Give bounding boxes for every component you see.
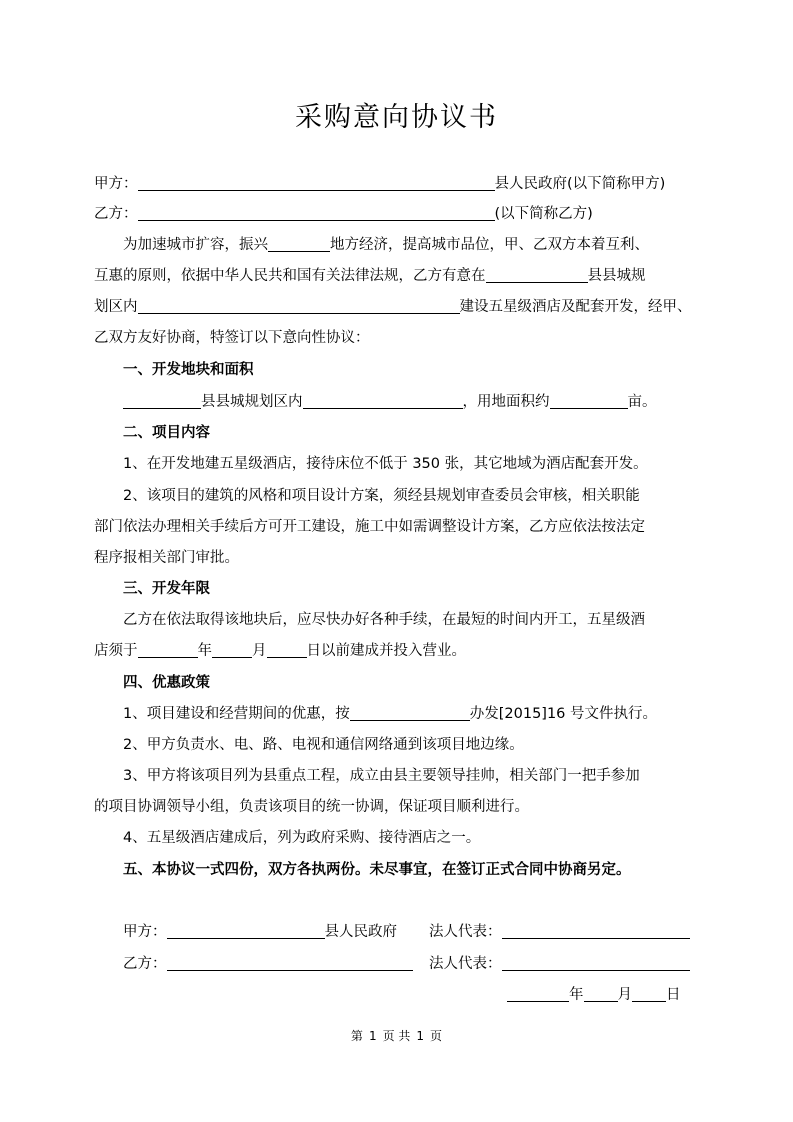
intro-line-2 xyxy=(94,266,699,286)
year-blank[interactable] xyxy=(138,642,198,658)
intro-text: 地方经济，提高城市品位，甲、乙双方本着互利、 xyxy=(330,237,649,253)
s4-text: 办发[2015]16 号文件执行。 xyxy=(469,706,658,722)
s4-p4: 4、五星级酒店建成后，列为政府采购、接待酒店之一。 xyxy=(123,830,481,846)
county-name-blank[interactable] xyxy=(123,393,201,409)
sig-year-blank[interactable] xyxy=(507,986,569,1002)
footer-text: 页 xyxy=(430,1029,443,1043)
location-blank[interactable] xyxy=(303,393,463,409)
s1-text: 亩。 xyxy=(627,394,657,410)
s4-p2: 2、甲方负责水、电、路、电视和通信网络通到该项目地边缘。 xyxy=(123,737,524,753)
party-b-suffix: (以下简称乙方) xyxy=(494,206,593,222)
intro-line-4: 乙双方友好协商，特签订以下意向性协议： xyxy=(94,330,370,346)
sig-b-blank[interactable] xyxy=(167,955,413,971)
section-1-text xyxy=(123,392,699,412)
s3-p1: 乙方在依法取得该地块后，应尽快办好各种手续，在最短的时间内开工，五星级酒 xyxy=(123,612,645,628)
s3-text: 日以前建成并投入营业。 xyxy=(306,643,466,659)
section-1-heading: 一、开发地块和面积 xyxy=(123,362,254,378)
region-blank[interactable] xyxy=(268,236,330,252)
intro-text: 互惠的原则，依据中华人民共和国有关法律法规，乙方有意在 xyxy=(94,268,486,284)
sig-label: 乙方： xyxy=(123,956,167,972)
intro-line-1 xyxy=(123,235,699,255)
party-a-line xyxy=(94,174,699,194)
s4-p1 xyxy=(123,704,699,724)
s1-text: ，用地面积约 xyxy=(462,394,550,410)
s1-text: 县县城规划区内 xyxy=(201,394,303,410)
sig-date-text: 日 xyxy=(666,987,681,1003)
sig-suffix: 县人民政府 xyxy=(324,924,397,940)
county-blank[interactable] xyxy=(486,267,588,283)
party-b-line xyxy=(94,204,699,224)
sig-date-text: 月 xyxy=(617,987,632,1003)
sig-rep-label: 法人代表： xyxy=(429,924,502,940)
s2-p2a: 2、该项目的建筑的风格和项目设计方案，须经县规划审查委员会审核，相关职能 xyxy=(123,488,640,504)
sig-rep-a-blank[interactable] xyxy=(502,923,690,939)
s4-p3a: 3、甲方将该项目列为县重点工程，成立由县主要领导挂帅，相关部门一把手参加 xyxy=(123,768,640,784)
sig-month-blank[interactable] xyxy=(584,986,618,1002)
intro-text: 划区内 xyxy=(94,299,138,315)
intro-text: 建设五星级酒店及配套开发，经甲、 xyxy=(459,299,692,315)
footer-text: 页 共 xyxy=(382,1029,411,1043)
signature-party-a xyxy=(123,922,397,942)
s3-text: 店须于 xyxy=(94,643,138,659)
signature-date xyxy=(507,985,681,1005)
s3-text: 年 xyxy=(197,643,212,659)
s2-p1: 1、在开发地建五星级酒店，接待床位不低于 350 张，其它地域为酒店配套开发。 xyxy=(123,456,648,472)
page-number: 1 xyxy=(368,1029,377,1043)
party-a-blank[interactable] xyxy=(138,175,495,191)
signature-rep-a xyxy=(429,922,690,942)
day-blank[interactable] xyxy=(267,642,307,658)
s3-p2 xyxy=(94,641,699,661)
footer-text: 第 xyxy=(350,1029,363,1043)
signature-rep-b xyxy=(429,954,690,974)
section-4-heading: 四、优惠政策 xyxy=(123,675,210,691)
s4-text: 1、项目建设和经营期间的优惠，按 xyxy=(123,706,350,722)
s4-p3b: 的项目协调领导小组，负责该项目的统一协调，保证项目顺利进行。 xyxy=(94,799,529,815)
page-total: 1 xyxy=(416,1029,425,1043)
section-5-heading: 五、本协议一式四份，双方各执两份。未尽事宜，在签订正式合同中协商另定。 xyxy=(123,862,631,878)
month-blank[interactable] xyxy=(212,642,252,658)
section-3-heading: 三、开发年限 xyxy=(123,581,210,597)
sig-label: 甲方： xyxy=(123,924,167,940)
party-a-suffix: 县人民政府(以下简称甲方) xyxy=(494,176,666,192)
page-footer xyxy=(0,1027,793,1044)
party-b-blank[interactable] xyxy=(138,205,495,221)
s3-text: 月 xyxy=(252,643,267,659)
signature-party-b xyxy=(123,954,413,974)
sig-rep-b-blank[interactable] xyxy=(502,955,690,971)
intro-text: 为加速城市扩容，振兴 xyxy=(123,237,268,253)
document-blank[interactable] xyxy=(350,705,470,721)
sig-rep-label: 法人代表： xyxy=(429,956,502,972)
s2-p2b: 部门依法办理相关手续后方可开工建设，施工中如需调整设计方案，乙方应依法按法定 xyxy=(94,519,645,535)
sig-day-blank[interactable] xyxy=(632,986,666,1002)
party-b-label: 乙方： xyxy=(94,206,138,222)
section-2-heading: 二、项目内容 xyxy=(123,425,210,441)
area-blank[interactable] xyxy=(138,298,460,314)
document-title: 采购意向协议书 xyxy=(295,102,498,133)
intro-text: 县县城规 xyxy=(587,268,646,284)
party-a-label: 甲方： xyxy=(94,176,138,192)
land-area-blank[interactable] xyxy=(550,393,628,409)
intro-line-3 xyxy=(94,297,699,317)
s2-p2c: 程序报相关部门审批。 xyxy=(94,550,239,566)
sig-a-blank[interactable] xyxy=(167,923,325,939)
sig-date-text: 年 xyxy=(569,987,584,1003)
